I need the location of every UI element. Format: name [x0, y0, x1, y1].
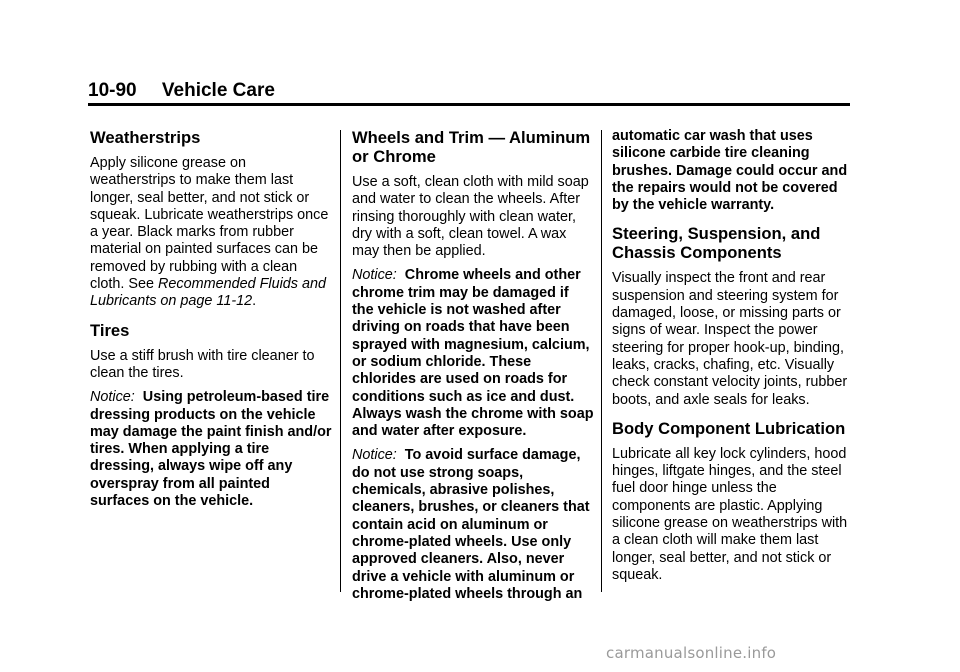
notice-text: To avoid surface damage, do not use strong soaps, chemicals, abrasive polishes, cleaners, brushes, or cleaners that contain acid on aluminum or chrome-plated wheels. Use only approved cleaners. Also, never drive a vehicle with aluminum or chrome-plated wheels through an [352, 447, 590, 602]
column-divider-right [601, 130, 602, 592]
notice-label: Notice: [352, 267, 397, 284]
weatherstrips-cross-reference[interactable]: Recommended Fluids and Lubricants on page 11-12 [90, 276, 326, 310]
body-lubrication-heading: Body Component Lubrication [612, 418, 846, 438]
header-rule [88, 103, 850, 106]
column-left [90, 128, 332, 517]
tires-notice-label: Notice: [90, 389, 135, 406]
steering-paragraph: Visually inspect the front and rear suspension and steering system for damaged, loose, or missing parts or signs of wear. Inspect the power steering for proper hook-up, binding, leaks, cracks, chafing, etc. Visually check constant velocity joints, rubber boots, and axle seals for leaks. [612, 270, 848, 408]
page-number: 10-90 [88, 80, 137, 101]
steering-heading: Steering, Suspension, and Chassis Components [612, 224, 821, 263]
weatherstrips-heading: Weatherstrips [90, 128, 201, 147]
wheels-notice-chrome [352, 267, 594, 440]
wheels-paragraph: Use a soft, clean cloth with mild soap and water to clean the wheels. After rinsing thoroughly with clean water, dry with a soft, clean towel. A wax may then be applied. [352, 174, 589, 260]
notice-label: Notice: [352, 447, 397, 464]
notice-continued: automatic car wash that uses silicone carbide tire cleaning brushes. Damage could occur and the repairs would not be covered by the vehicle warranty. [612, 128, 848, 214]
wheels-heading: Wheels and Trim — Aluminum or Chrome [352, 128, 591, 166]
section-title: Vehicle Care [161, 80, 275, 101]
column-middle [352, 128, 594, 610]
weatherstrips-period: . [252, 293, 257, 310]
tires-heading: Tires [90, 320, 130, 340]
column-right [612, 128, 854, 591]
page-header [88, 80, 275, 102]
tires-paragraph: Use a stiff brush with tire cleaner to clean the tires. [90, 347, 315, 381]
notice-text: Chrome wheels and other chrome trim may be damaged if the vehicle is not washed after driving on roads that have been sprayed with magnesium, calcium, or sodium chloride. These chlorides are used on roads for conditions such as ice and dust. Always wash the chrome with soap and water after exposure. [352, 267, 594, 440]
watermark: carmanualsonline.info [606, 644, 777, 662]
wheels-notice-surface [352, 447, 594, 603]
weatherstrips-text: Apply silicone grease on weatherstrips to make them last longer, seal better, and not stick or squeak. Lubricate weatherstrips once a year. Black marks from rubber material on painted surfaces can be removed by rubbing with a clean cloth. See [90, 155, 329, 293]
column-divider-left [340, 130, 341, 592]
tires-notice-text: Using petroleum-based tire dressing products on the vehicle may damage the paint finish and/or tires. When applying a tire dressing, always wipe off any overspray from all painted surfaces on the vehicle. [90, 389, 332, 510]
weatherstrips-paragraph [90, 155, 332, 311]
tires-notice [90, 389, 332, 510]
body-lubrication-paragraph: Lubricate all key lock cylinders, hood hinges, liftgate hinges, and the steel fuel door hinge unless the components are plastic. Applying silicone grease on weatherstrips with a clean cloth will make them last longer, seal better, and not stick or squeak. [612, 445, 848, 583]
